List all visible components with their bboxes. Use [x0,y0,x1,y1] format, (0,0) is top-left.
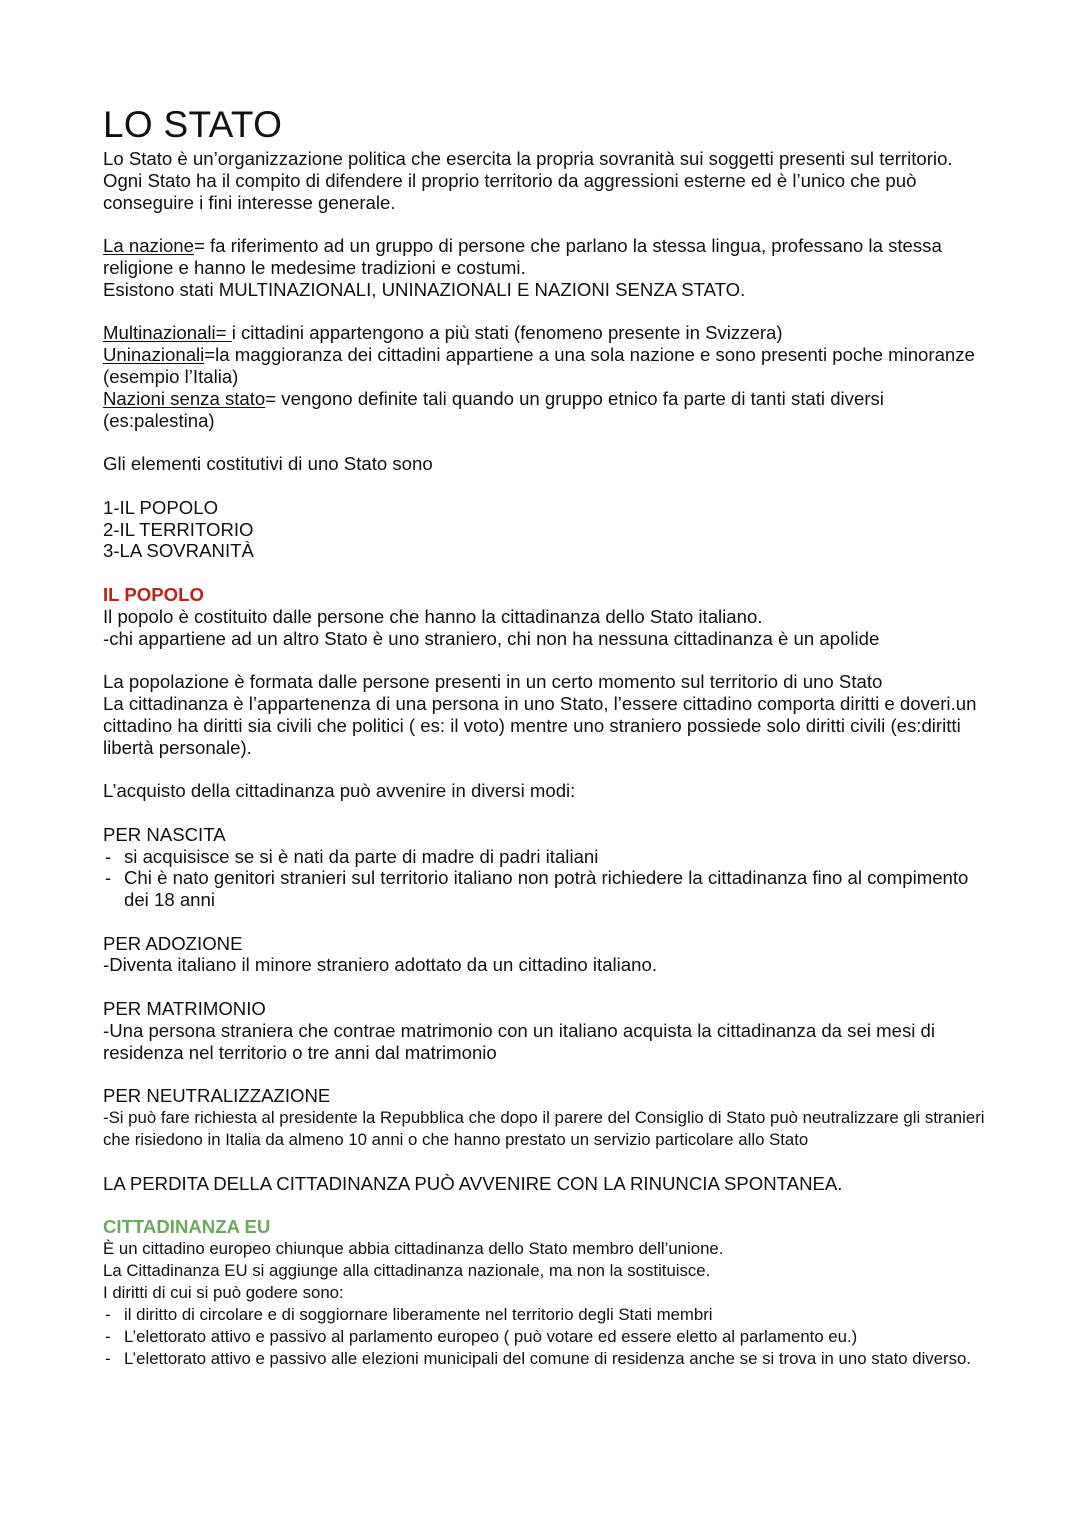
matrimonio-title: PER MATRIMONIO [103,998,266,1020]
nazioni-senza-stato-definition [103,388,993,432]
popolazione-paragraph: La popolazione è formata dalle persone presenti in un certo momento sul territorio di uno Stato [103,671,883,693]
uninazionali-def: =la maggioranza dei cittadini appartiene a una sola nazione e sono presenti poche minoranze (esempio l’Italia) [103,344,975,387]
neutralizzazione-text: -Si può fare richiesta al presidente la Repubblica che dopo il parere del Consiglio di Stato può neutralizzare gli stranieri che risiedono in Italia da almeno 10 anni o che hanno prestato un servizio particolare allo Stato [103,1108,985,1150]
list-item: - il diritto di circolare e di soggiornare liberamente nel territorio degli Stati membri [103,1304,993,1326]
acquisto-paragraph: L’acquisto della cittadinanza può avvenire in diversi modi: [103,780,576,802]
list-item: - Chi è nato genitori stranieri sul territorio italiano non potrà richiedere la cittadinanza fino al compimento dei 18 anni [103,867,993,911]
nazione-term: La nazione [103,235,194,257]
multinazionali-def: i cittadini appartengono a più stati (fenomeno presente in Svizzera) [231,322,783,344]
intro-paragraph-2: Ogni Stato ha il compito di difendere il proprio territorio da aggressioni esterne ed è l’unico che può conseguire i fini interesse generale. [103,169,917,213]
nascita-title: PER NASCITA [103,823,226,845]
document-body [103,104,993,1370]
eu-line-2: La Cittadinanza EU si aggiunge alla cittadinanza nazionale, ma non la sostituisce. [103,1261,711,1281]
elementi-intro: Gli elementi costitutivi di uno Stato sono [103,453,433,475]
eu-rights-list [103,1304,993,1370]
adozione-title: PER ADOZIONE [103,932,243,954]
uninazionali-term: Uninazionali [103,344,205,366]
nazione-def: = fa riferimento ad un gruppo di persone che parlano la stessa lingua, professano la stessa religione e hanno le medesime tradizioni e costumi. [103,235,942,278]
cittadinanza-paragraph: La cittadinanza è l’appartenenza di una persona in uno Stato, l’essere cittadino comporta diritti e doveri.un cittadino ha diritti sia civili che politici ( es: il voto) mentre uno straniero possiede solo diritti civili (es:diritti libertà personale). [103,692,977,758]
eu-line-1: È un cittadino europeo chiunque abbia cittadinanza dello Stato membro dell’unione. [103,1239,724,1259]
page-title: LO STATO [103,104,283,145]
nazione-types: Esistono stati MULTINAZIONALI, UNINAZIONALI E NAZIONI SENZA STATO. [103,278,746,300]
neutralizzazione-title: PER NEUTRALIZZAZIONE [103,1085,331,1107]
eu-line-3: I diritti di cui si può godere sono: [103,1283,344,1303]
list-item: - L’elettorato attivo e passivo alle elezioni municipali del comune di residenza anche se si trova in uno stato diverso. [103,1348,993,1370]
elemento-item: 2-IL TERRITORIO [103,518,254,540]
uninazionali-definition [103,344,993,388]
nazione-definition [103,235,993,279]
nazioni-senza-stato-def: = vengono definite tali quando un gruppo etnico fa parte di tanti stati diversi (es:palestina) [103,387,884,431]
section-heading-cittadinanza-eu: CITTADINANZA EU [103,1216,271,1238]
elemento-item: 3-LA SOVRANITÀ [103,540,254,562]
popolo-line-2: -chi appartiene ad un altro Stato è uno straniero, chi non ha nessuna cittadinanza è un apolide [103,627,880,649]
popolo-line-1: Il popolo è costituito dalle persone che hanno la cittadinanza dello Stato italiano. [103,605,763,627]
nazioni-senza-stato-term: Nazioni senza stato [103,387,266,409]
intro-paragraph-1: Lo Stato è un’organizzazione politica che esercita la propria sovranità sui soggetti presenti sul territorio. [103,148,953,169]
perdita-statement: LA PERDITA DELLA CITTADINANZA PUÒ AVVENIRE CON LA RINUNCIA SPONTANEA. [103,1172,843,1194]
list-item: - si acquisisce se si è nati da parte di madre di padri italiani [103,846,993,868]
multinazionali-definition [103,322,993,344]
matrimonio-text: -Una persona straniera che contrae matrimonio con un italiano acquista la cittadinanza da sei mesi di residenza nel territorio o tre anni dal matrimonio [103,1019,936,1063]
multinazionali-term: Multinazionali= [103,322,232,344]
adozione-text: -Diventa italiano il minore straniero adottato da un cittadino italiano. [103,954,657,976]
section-heading-popolo: IL POPOLO [103,583,204,605]
elemento-item: 1-IL POPOLO [103,496,219,518]
nascita-list [103,846,993,911]
list-item: - L’elettorato attivo e passivo al parlamento europeo ( può votare ed essere eletto al parlamento eu.) [103,1326,993,1348]
